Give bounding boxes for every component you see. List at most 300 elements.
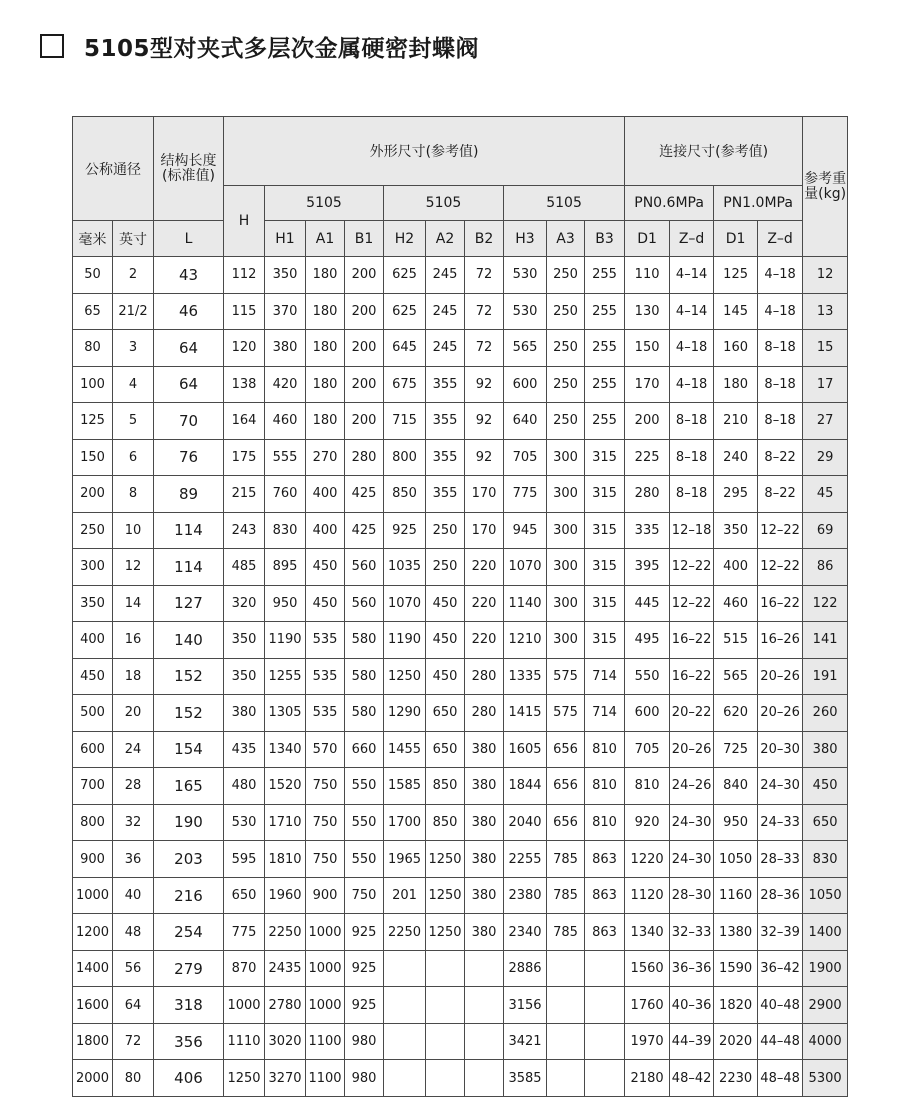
table-row bbox=[73, 695, 848, 732]
table-row bbox=[73, 877, 848, 914]
table-cell: 245 bbox=[426, 330, 465, 367]
table-cell: 12 bbox=[113, 549, 154, 586]
table-cell: 2435 bbox=[265, 950, 306, 987]
header-group-3: 5105 bbox=[504, 186, 625, 221]
table-cell: 1160 bbox=[714, 877, 758, 914]
table-cell: 460 bbox=[714, 585, 758, 622]
table-cell: 980 bbox=[345, 1060, 384, 1097]
table-cell: 705 bbox=[504, 439, 547, 476]
table-cell: 92 bbox=[465, 439, 504, 476]
table-cell: 250 bbox=[547, 257, 585, 294]
table-cell: 28–33 bbox=[758, 841, 803, 878]
table-cell: 1200 bbox=[73, 914, 113, 951]
table-cell: 250 bbox=[73, 512, 113, 549]
table-cell: 200 bbox=[73, 476, 113, 513]
table-cell: 4–18 bbox=[758, 257, 803, 294]
table-cell: 1250 bbox=[384, 658, 426, 695]
table-cell: 2020 bbox=[714, 1023, 758, 1060]
header-group-2: 5105 bbox=[384, 186, 504, 221]
table-cell: 8–18 bbox=[758, 330, 803, 367]
table-cell: 785 bbox=[547, 914, 585, 951]
table-cell: 1810 bbox=[265, 841, 306, 878]
table-cell: 141 bbox=[803, 622, 848, 659]
table-cell: 675 bbox=[384, 366, 426, 403]
table-cell: 2250 bbox=[384, 914, 426, 951]
table-cell: 300 bbox=[73, 549, 113, 586]
table-cell: 8–22 bbox=[758, 439, 803, 476]
title-text: 5105型对夹式多层次金属硬密封蝶阀 bbox=[84, 35, 480, 62]
page-title bbox=[40, 28, 479, 64]
table-cell: 500 bbox=[73, 695, 113, 732]
table-cell: 850 bbox=[426, 804, 465, 841]
table-cell: 1760 bbox=[625, 987, 670, 1024]
table-cell: 580 bbox=[345, 695, 384, 732]
table-cell: 1560 bbox=[625, 950, 670, 987]
table-cell: 48–42 bbox=[670, 1060, 714, 1097]
table-cell: 435 bbox=[224, 731, 265, 768]
table-cell: 318 bbox=[154, 987, 224, 1024]
table-cell: 200 bbox=[345, 366, 384, 403]
table-cell: 150 bbox=[73, 439, 113, 476]
table-row bbox=[73, 512, 848, 549]
table-cell: 18 bbox=[113, 658, 154, 695]
table-cell: 600 bbox=[625, 695, 670, 732]
table-cell bbox=[384, 950, 426, 987]
table-cell: 425 bbox=[345, 476, 384, 513]
table-cell: 350 bbox=[224, 658, 265, 695]
table-cell: 315 bbox=[585, 622, 625, 659]
table-cell: 17 bbox=[803, 366, 848, 403]
table-cell: 656 bbox=[547, 804, 585, 841]
table-cell: 28–30 bbox=[670, 877, 714, 914]
table-cell: 170 bbox=[625, 366, 670, 403]
header-h2: H2 bbox=[384, 221, 426, 257]
table-cell: 870 bbox=[224, 950, 265, 987]
table-cell: 165 bbox=[154, 768, 224, 805]
table-cell: 785 bbox=[547, 877, 585, 914]
table-cell: 250 bbox=[547, 330, 585, 367]
table-cell: 530 bbox=[504, 257, 547, 294]
table-cell: 1100 bbox=[306, 1023, 345, 1060]
table-cell: 925 bbox=[384, 512, 426, 549]
table-cell: 315 bbox=[585, 512, 625, 549]
table-cell: 380 bbox=[465, 914, 504, 951]
table-cell: 625 bbox=[384, 293, 426, 330]
table-cell: 255 bbox=[585, 330, 625, 367]
table-cell: 1900 bbox=[803, 950, 848, 987]
table-cell: 1960 bbox=[265, 877, 306, 914]
table-cell: 406 bbox=[154, 1060, 224, 1097]
table-cell: 1340 bbox=[265, 731, 306, 768]
table-cell: 1380 bbox=[714, 914, 758, 951]
table-cell: 1965 bbox=[384, 841, 426, 878]
table-cell: 215 bbox=[224, 476, 265, 513]
table-cell: 164 bbox=[224, 403, 265, 440]
table-row bbox=[73, 804, 848, 841]
table-cell: 395 bbox=[625, 549, 670, 586]
table-cell: 1070 bbox=[384, 585, 426, 622]
table-cell: 12–22 bbox=[758, 512, 803, 549]
table-cell: 535 bbox=[306, 695, 345, 732]
table-cell: 270 bbox=[306, 439, 345, 476]
table-row bbox=[73, 622, 848, 659]
table-cell: 280 bbox=[465, 695, 504, 732]
table-cell: 15 bbox=[803, 330, 848, 367]
table-cell: 1000 bbox=[306, 950, 345, 987]
table-cell: 16–22 bbox=[758, 585, 803, 622]
table-cell: 4000 bbox=[803, 1023, 848, 1060]
header-pn10: PN1.0MPa bbox=[714, 186, 803, 221]
table-cell bbox=[465, 1060, 504, 1097]
table-cell: 1255 bbox=[265, 658, 306, 695]
table-cell: 565 bbox=[714, 658, 758, 695]
table-cell: 170 bbox=[465, 476, 504, 513]
table-cell: 56 bbox=[113, 950, 154, 987]
table-cell: 810 bbox=[585, 731, 625, 768]
table-cell: 925 bbox=[345, 914, 384, 951]
table-cell: 775 bbox=[224, 914, 265, 951]
spec-table bbox=[72, 116, 848, 1097]
table-cell: 20–26 bbox=[670, 731, 714, 768]
table-cell: 1100 bbox=[306, 1060, 345, 1097]
table-cell: 530 bbox=[504, 293, 547, 330]
table-cell: 575 bbox=[547, 658, 585, 695]
header-h1: H1 bbox=[265, 221, 306, 257]
table-cell: 220 bbox=[465, 622, 504, 659]
table-cell: 150 bbox=[625, 330, 670, 367]
table-cell: 138 bbox=[224, 366, 265, 403]
header-mm: 毫米 bbox=[73, 221, 113, 257]
table-cell: 400 bbox=[306, 512, 345, 549]
header-h: H bbox=[224, 186, 265, 257]
table-cell: 840 bbox=[714, 768, 758, 805]
table-cell bbox=[585, 950, 625, 987]
table-cell: 12–22 bbox=[758, 549, 803, 586]
table-cell bbox=[465, 987, 504, 1024]
table-cell: 2180 bbox=[625, 1060, 670, 1097]
table-cell: 43 bbox=[154, 257, 224, 294]
table-cell: 1710 bbox=[265, 804, 306, 841]
table-cell: 1110 bbox=[224, 1023, 265, 1060]
table-cell: 200 bbox=[345, 257, 384, 294]
table-cell: 64 bbox=[154, 330, 224, 367]
table-cell: 16 bbox=[113, 622, 154, 659]
table-cell: 895 bbox=[265, 549, 306, 586]
table-cell bbox=[547, 987, 585, 1024]
table-cell: 8–18 bbox=[670, 403, 714, 440]
table-cell: 80 bbox=[73, 330, 113, 367]
table-cell: 114 bbox=[154, 512, 224, 549]
table-cell: 45 bbox=[803, 476, 848, 513]
table-cell: 2040 bbox=[504, 804, 547, 841]
table-row bbox=[73, 950, 848, 987]
table-cell: 12 bbox=[803, 257, 848, 294]
table-row bbox=[73, 257, 848, 294]
table-cell: 1000 bbox=[306, 987, 345, 1024]
table-cell: 1000 bbox=[306, 914, 345, 951]
table-cell bbox=[426, 987, 465, 1024]
table-cell: 380 bbox=[465, 731, 504, 768]
table-cell: 945 bbox=[504, 512, 547, 549]
table-cell: 180 bbox=[306, 403, 345, 440]
table-cell: 175 bbox=[224, 439, 265, 476]
header-b3: B3 bbox=[585, 221, 625, 257]
table-cell: 750 bbox=[306, 841, 345, 878]
table-cell: 250 bbox=[547, 293, 585, 330]
table-cell: 5 bbox=[113, 403, 154, 440]
table-cell: 24–33 bbox=[758, 804, 803, 841]
header-reference-weight: 参考重量(kg) bbox=[803, 117, 848, 257]
table-cell: 1250 bbox=[224, 1060, 265, 1097]
table-cell: 380 bbox=[465, 841, 504, 878]
table-cell: 620 bbox=[714, 695, 758, 732]
table-cell: 900 bbox=[73, 841, 113, 878]
table-cell: 550 bbox=[625, 658, 670, 695]
table-cell: 1605 bbox=[504, 731, 547, 768]
table-row bbox=[73, 768, 848, 805]
header-a2: A2 bbox=[426, 221, 465, 257]
table-cell: 2340 bbox=[504, 914, 547, 951]
table-cell: 530 bbox=[224, 804, 265, 841]
table-cell: 16–22 bbox=[670, 622, 714, 659]
table-cell: 200 bbox=[625, 403, 670, 440]
table-cell: 830 bbox=[265, 512, 306, 549]
table-row bbox=[73, 403, 848, 440]
table-cell: 4–14 bbox=[670, 257, 714, 294]
table-cell: 8–18 bbox=[670, 476, 714, 513]
table-cell: 1800 bbox=[73, 1023, 113, 1060]
table-cell bbox=[585, 1060, 625, 1097]
table-cell: 32–39 bbox=[758, 914, 803, 951]
table-cell: 36 bbox=[113, 841, 154, 878]
table-cell: 122 bbox=[803, 585, 848, 622]
table-cell: 450 bbox=[803, 768, 848, 805]
table-cell: 350 bbox=[224, 622, 265, 659]
table-cell: 36–36 bbox=[670, 950, 714, 987]
header-d1-pn06: D1 bbox=[625, 221, 670, 257]
header-b1: B1 bbox=[345, 221, 384, 257]
table-cell bbox=[465, 950, 504, 987]
table-cell: 1585 bbox=[384, 768, 426, 805]
table-cell: 550 bbox=[345, 841, 384, 878]
table-cell: 450 bbox=[306, 549, 345, 586]
table-cell: 2 bbox=[113, 257, 154, 294]
table-cell: 44–39 bbox=[670, 1023, 714, 1060]
table-cell: 36–42 bbox=[758, 950, 803, 987]
table-cell: 356 bbox=[154, 1023, 224, 1060]
table-cell: 450 bbox=[306, 585, 345, 622]
table-cell: 21/2 bbox=[113, 293, 154, 330]
table-cell bbox=[426, 950, 465, 987]
table-cell: 250 bbox=[426, 512, 465, 549]
table-cell: 460 bbox=[265, 403, 306, 440]
table-cell: 6 bbox=[113, 439, 154, 476]
table-cell: 300 bbox=[547, 476, 585, 513]
header-b2: B2 bbox=[465, 221, 504, 257]
table-cell: 760 bbox=[265, 476, 306, 513]
table-cell: 86 bbox=[803, 549, 848, 586]
table-cell: 920 bbox=[625, 804, 670, 841]
table-cell: 64 bbox=[154, 366, 224, 403]
table-cell: 300 bbox=[547, 622, 585, 659]
table-cell: 32–33 bbox=[670, 914, 714, 951]
table-cell: 425 bbox=[345, 512, 384, 549]
table-cell: 40–36 bbox=[670, 987, 714, 1024]
table-cell: 925 bbox=[345, 950, 384, 987]
table-cell: 280 bbox=[465, 658, 504, 695]
table-cell: 100 bbox=[73, 366, 113, 403]
table-cell: 560 bbox=[345, 549, 384, 586]
table-cell: 850 bbox=[426, 768, 465, 805]
table-cell: 400 bbox=[306, 476, 345, 513]
table-cell: 255 bbox=[585, 403, 625, 440]
table-cell: 830 bbox=[803, 841, 848, 878]
table-cell: 315 bbox=[585, 585, 625, 622]
table-cell: 650 bbox=[803, 804, 848, 841]
table-row bbox=[73, 293, 848, 330]
table-cell: 12–22 bbox=[670, 585, 714, 622]
table-cell: 1590 bbox=[714, 950, 758, 987]
table-cell: 254 bbox=[154, 914, 224, 951]
table-cell: 495 bbox=[625, 622, 670, 659]
table-cell: 1290 bbox=[384, 695, 426, 732]
table-cell: 800 bbox=[73, 804, 113, 841]
header-a1: A1 bbox=[306, 221, 345, 257]
table-cell: 2780 bbox=[265, 987, 306, 1024]
table-cell: 750 bbox=[306, 768, 345, 805]
table-cell: 595 bbox=[224, 841, 265, 878]
table-cell: 810 bbox=[585, 768, 625, 805]
table-cell: 1000 bbox=[224, 987, 265, 1024]
table-cell: 1190 bbox=[384, 622, 426, 659]
table-cell: 450 bbox=[73, 658, 113, 695]
table-cell: 380 bbox=[465, 877, 504, 914]
table-cell: 240 bbox=[714, 439, 758, 476]
table-cell bbox=[585, 1023, 625, 1060]
table-cell: 28–36 bbox=[758, 877, 803, 914]
table-cell: 4–18 bbox=[758, 293, 803, 330]
table-cell: 64 bbox=[113, 987, 154, 1024]
table-cell: 1050 bbox=[714, 841, 758, 878]
table-cell: 70 bbox=[154, 403, 224, 440]
table-cell: 20–30 bbox=[758, 731, 803, 768]
table-cell: 24–30 bbox=[670, 804, 714, 841]
table-cell: 16–22 bbox=[670, 658, 714, 695]
table-cell: 900 bbox=[306, 877, 345, 914]
table-cell: 300 bbox=[547, 585, 585, 622]
table-cell: 8–22 bbox=[758, 476, 803, 513]
table-cell: 863 bbox=[585, 914, 625, 951]
table-cell: 750 bbox=[306, 804, 345, 841]
table-cell: 700 bbox=[73, 768, 113, 805]
table-cell: 255 bbox=[585, 257, 625, 294]
table-cell: 250 bbox=[426, 549, 465, 586]
header-pn06: PN0.6MPa bbox=[625, 186, 714, 221]
table-row bbox=[73, 549, 848, 586]
table-cell: 300 bbox=[547, 439, 585, 476]
table-cell: 555 bbox=[265, 439, 306, 476]
table-cell: 180 bbox=[714, 366, 758, 403]
table-cell: 2380 bbox=[504, 877, 547, 914]
table-cell: 13 bbox=[803, 293, 848, 330]
table-cell: 950 bbox=[265, 585, 306, 622]
table-row bbox=[73, 914, 848, 951]
table-cell: 50 bbox=[73, 257, 113, 294]
table-cell bbox=[547, 1023, 585, 1060]
table-cell: 450 bbox=[426, 585, 465, 622]
table-cell: 650 bbox=[224, 877, 265, 914]
table-cell: 580 bbox=[345, 658, 384, 695]
table-cell: 1970 bbox=[625, 1023, 670, 1060]
table-cell: 355 bbox=[426, 403, 465, 440]
table-cell: 72 bbox=[465, 293, 504, 330]
table-cell: 127 bbox=[154, 585, 224, 622]
table-cell: 220 bbox=[465, 549, 504, 586]
table-cell: 3585 bbox=[504, 1060, 547, 1097]
table-row bbox=[73, 841, 848, 878]
table-cell: 315 bbox=[585, 549, 625, 586]
table-cell: 295 bbox=[714, 476, 758, 513]
table-cell: 550 bbox=[345, 804, 384, 841]
table-cell: 8 bbox=[113, 476, 154, 513]
table-cell: 1520 bbox=[265, 768, 306, 805]
table-cell: 191 bbox=[803, 658, 848, 695]
table-cell: 4–18 bbox=[670, 330, 714, 367]
table-cell: 1250 bbox=[426, 877, 465, 914]
table-cell: 8–18 bbox=[670, 439, 714, 476]
table-cell: 810 bbox=[585, 804, 625, 841]
table-row bbox=[73, 1060, 848, 1097]
table-cell: 725 bbox=[714, 731, 758, 768]
table-cell bbox=[547, 1060, 585, 1097]
table-row bbox=[73, 731, 848, 768]
checkbox-square-icon bbox=[40, 34, 64, 58]
table-cell: 1700 bbox=[384, 804, 426, 841]
table-cell: 1305 bbox=[265, 695, 306, 732]
header-zd-pn06: Z–d bbox=[670, 221, 714, 257]
table-cell: 280 bbox=[625, 476, 670, 513]
table-cell: 600 bbox=[73, 731, 113, 768]
table-cell: 656 bbox=[547, 768, 585, 805]
table-cell: 80 bbox=[113, 1060, 154, 1097]
table-cell: 420 bbox=[265, 366, 306, 403]
table-cell: 125 bbox=[714, 257, 758, 294]
table-cell: 245 bbox=[426, 257, 465, 294]
table-cell: 72 bbox=[113, 1023, 154, 1060]
table-cell bbox=[585, 987, 625, 1024]
table-cell: 92 bbox=[465, 403, 504, 440]
table-cell: 48–48 bbox=[758, 1060, 803, 1097]
table-cell: 380 bbox=[224, 695, 265, 732]
table-cell: 280 bbox=[345, 439, 384, 476]
table-cell: 8–18 bbox=[758, 366, 803, 403]
table-cell: 250 bbox=[547, 366, 585, 403]
table-cell: 255 bbox=[585, 293, 625, 330]
table-cell bbox=[384, 987, 426, 1024]
table-cell: 2900 bbox=[803, 987, 848, 1024]
table-cell: 112 bbox=[224, 257, 265, 294]
table-cell: 48 bbox=[113, 914, 154, 951]
table-cell: 243 bbox=[224, 512, 265, 549]
table-cell: 210 bbox=[714, 403, 758, 440]
table-cell: 925 bbox=[345, 987, 384, 1024]
table-cell: 279 bbox=[154, 950, 224, 987]
table-cell: 785 bbox=[547, 841, 585, 878]
table-cell: 320 bbox=[224, 585, 265, 622]
table-cell: 40–48 bbox=[758, 987, 803, 1024]
table-cell: 180 bbox=[306, 366, 345, 403]
header-zd-pn10: Z–d bbox=[758, 221, 803, 257]
